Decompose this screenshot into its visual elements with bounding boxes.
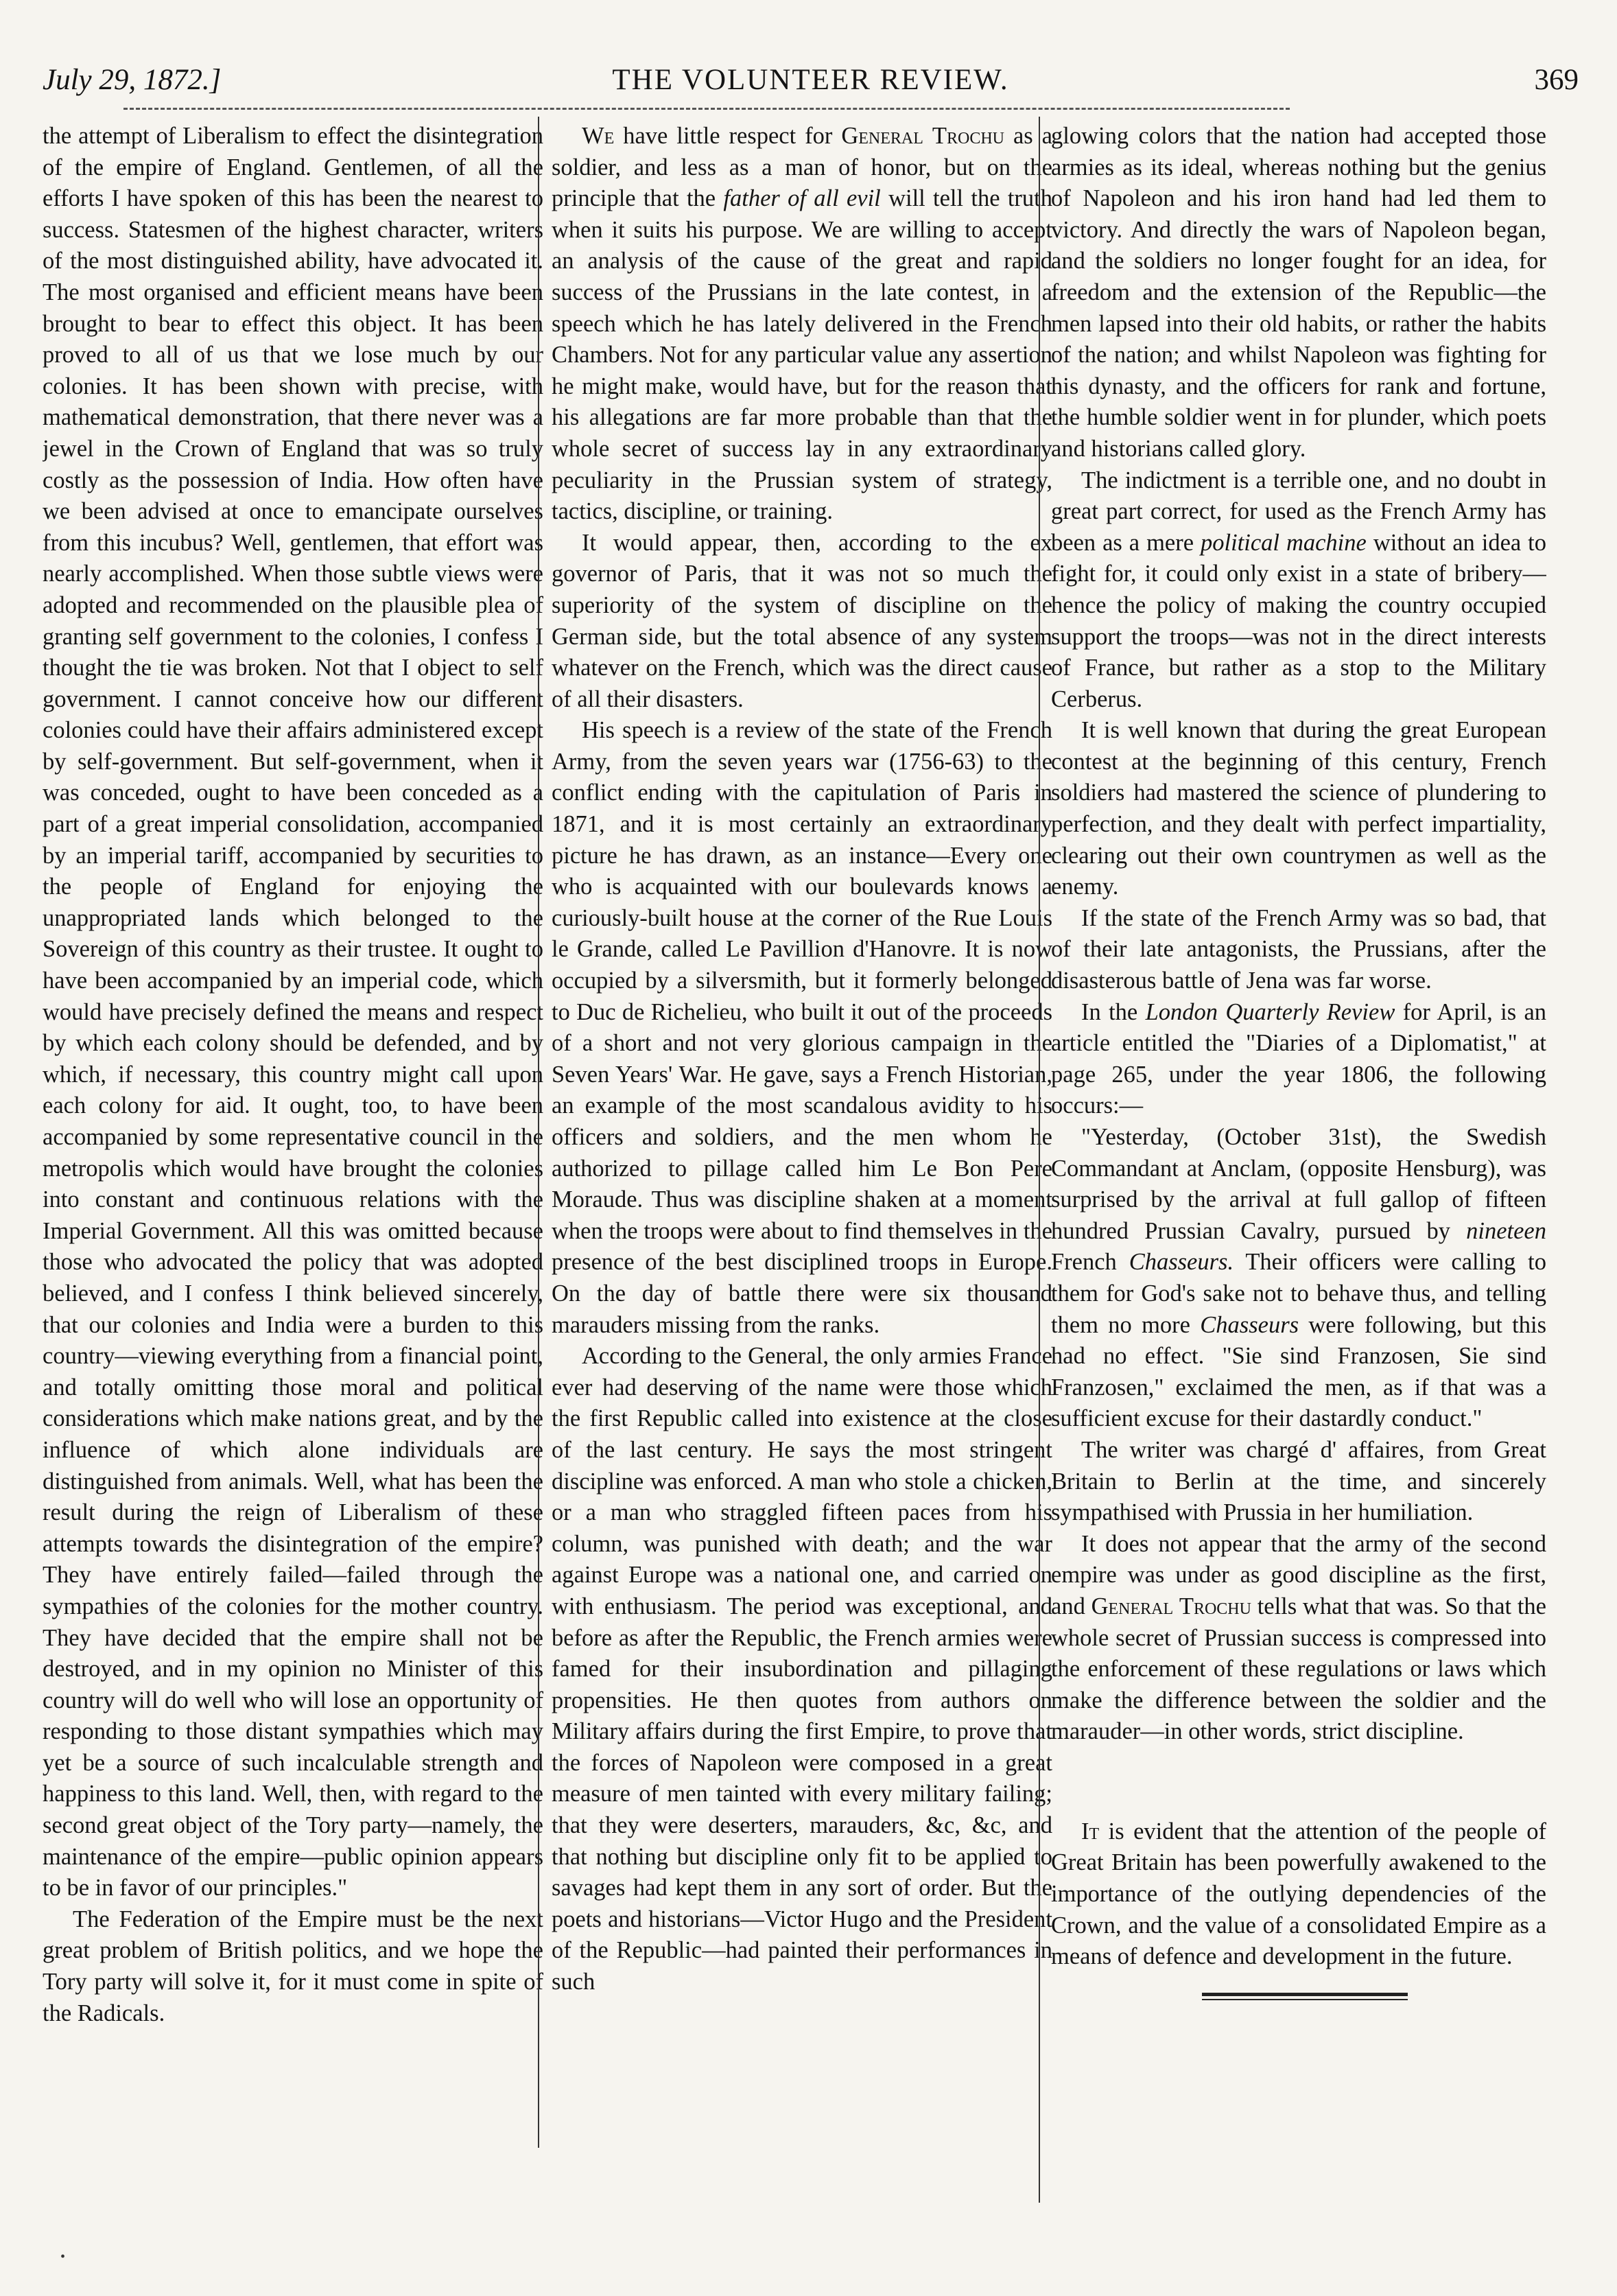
col2-paragraph-4: According to the General, the only armies France ever had deserving of the name were those which the first Republic called into existence at the close of the last century. He says the most stringent discipline was enforced. A man who stole a chicken, or a man who straggled fifteen paces from his column, was punished with death; and the war against Europe was a national one, and carried on with enthusiasm. The period was exceptional, and before as after the Republic, the French armies were famed for their insubordination and pillaging propensities. He then quotes from authors on Military affairs during the first Empire, to prove that the forces of Napoleon were composed in a great measure of men tainted with every military failing; that they were deserters, marauders, &c, &c, and that nothing but discipline only fit to be applied to savages had kept them in any sort of order. But the poets and historians—Victor Hugo and the President of the Republic—had painted their performances in such xyxy=(552,1343,1052,1995)
page-header xyxy=(43,63,1579,104)
col3-paragraph-9: It is evident that the attention of the people of Great Britain has been powerfully awakened to the importance of the outlying dependencies of the Crown, and the value of a consolidated Empire as a means of defence and development in the future. xyxy=(1051,1818,1546,1970)
col3-paragraph-8: It does not appear that the army of the second empire was under as good discipline as the first, and General Trochu tells what that was. So that the whole secret of Prussian success is compressed into the enforcement of these regulations or laws which make the difference between the soldier and the marauder—in other words, strict discipline. xyxy=(1051,1530,1546,1745)
col3-paragraph-3: It is well known that during the great European contest at the beginning of this century, French soldiers had mastered the science of plundering to perfection, and they dealt with perfect impartiality, clearing out their own countrymen as well as the enemy. xyxy=(1051,717,1546,900)
trochu-name: Trochu xyxy=(932,123,1004,149)
header-rule xyxy=(123,108,1290,110)
page-dot-icon: • xyxy=(60,2249,66,2264)
col2-paragraph-3: His speech is a review of the state of the French Army, from the seven years war (1756-63) to the conflict ending with the capitulation of Paris in 1871, and it is most certainly an extraordinary picture he has drawn, as an instance—Every one who is acquainted with our boulevards knows a curiously-built house at the corner of the Rue Louis le Grande, called Le Pavillion d'Hanovre. It is now occupied by a silversmith, but it formerly belonged to Duc de Richelieu, who built it out of the proceeds of a short and not very glorious campaign in the Seven Years' War. He gave, says a French Historian, an example of the most scandalous avidity to his officers and soldiers, and the men whom he authorized to pillage called him Le Bon Pere Moraude. Thus was discipline shaken at a moment when the troops were about to find themselves in the presence of the best disciplined troops in Europe. On the day of battle there were six thousand marauders missing from the ranks. xyxy=(552,717,1052,1338)
col3-paragraph-1: glowing colors that the nation had accepted those armies as its ideal, whereas nothing but the genius of Napoleon and his iron hand had led them to victory. And directly the wars of Napoleon began, and the soldiers no longer fought for an idea, for freedom and the extension of the Republic—the men lapsed into their old habits, or rather the habits of the nation; and whilst Napoleon was fighting for his dynasty, and the officers for rank and fortune, the humble soldier went in for plunder, which poets and historians called glory. xyxy=(1051,123,1546,462)
publication-title: THE VOLUNTEER REVIEW. xyxy=(612,64,1009,96)
col1-paragraph-1: the attempt of Liberalism to effect the disintegration of the empire of England. Gentlemen, of all the efforts I have spoken of this has been the nearest to success. Statesmen of the highest character, writers of the most distinguished ability, have advocated it. The most organised and efficient means have been brought to bear to effect this object. It has been proved to all of us that we lose much by our colonies. It has been shown with precise, with mathematical demonstration, that there never was a jewel in the Crown of England that was so truly costly as the possession of India. How often have we been advised at once to emancipate ourselves from this incubus? Well, gentlemen, that effort was nearly accomplished. When those subtle views were adopted and recommended on the plausible plea of granting self government to the colonies, I confess I thought the tie was broken. Not that I object to self government. I cannot conceive how our different colonies could have their affairs administered except by self-government. But self-government, when it was conceded, ought to have been conceded as a part of a great imperial consolidation, accompanied by an imperial tariff, accompanied by securities to the people of England for enjoying the unappropriated lands which belonged to the Sovereign of this country as their trustee. It ought to have been accompanied by an imperial code, which would have precisely defined the means and respect by which each colony should be defended, and by which, if necessary, this country might call upon each colony for aid. It ought, too, to have been accompanied by some representative council in the metropolis which would have brought the colonies into constant and continuous relations with the Imperial Government. All this was omitted because those who advocated the policy that was adopted believed, and I confess I think believed sincerely, that our colonies and India were a burden to this country—viewing everything from a financial point, and totally omitting those moral and political considerations which make nations great, and by the influence of which alone individuals are distinguished from animals. Well, what has been the result during the reign of Liberalism of these attempts towards the disintegration of the empire? They have entirely failed—failed through the sympathies of the colonies for the mother country. They have decided that the empire shall not be destroyed, and in my opinion no Minister of this country will do well who will lose an opportunity of responding to those distant sympathies which may yet be a source of such incalculable strength and happiness to this land. Well, then, with regard to the second great object of the Tory party—namely, the maintenance of the empire—public opinion appears to be in favor of our principles." xyxy=(43,123,543,1901)
column-3 xyxy=(1051,121,1546,2234)
col2-paragraph-2: It would appear, then, according to the ex governor of Paris, that it was not so much the superiority of the system of discipline on the German side, but the total absence of any system whatever on the French, which was the direct cause of all their disasters. xyxy=(552,529,1052,712)
column-2 xyxy=(552,121,1052,2234)
column-divider-2 xyxy=(1039,117,1040,2203)
section-gap xyxy=(1051,1748,1546,1816)
col3-paragraph-7: The writer was chargé d' affaires, from Great Britain to Berlin at the time, and sincerely sympathised with Prussia in her humiliation. xyxy=(1051,1436,1546,1526)
section-separator xyxy=(1202,1993,1408,2001)
dropcap-we: We xyxy=(582,123,615,149)
col3-paragraph-4: If the state of the French Army was so bad, that of their late antagonists, the Prussians, after the disasterous battle of Jena was far worse. xyxy=(1051,904,1546,994)
col2-paragraph-1: We have little respect for General Trochu as a soldier, and less as a man of honor, but on the principle that the father of all evil will tell the truth when it suits his purpose. We are willing to accept an analysis of the cause of the great and rapid success of the Prussians in the late contest, in a speech which he has lately delivered in the French Chambers. Not for any particular value any assertion he might make, would have, but for the reason that his allegations are far more probable than that the whole secret of success lay in any extraordinary peculiarity in the Prussian system of strategy, tactics, discipline, or training. xyxy=(552,123,1052,525)
column-1 xyxy=(43,121,543,2234)
col3-quote: "Yesterday, (October 31st), the Swedish Commandant at Anclam, (opposite Hensburg), was surprised by the arrival at full gallop of fifteen hundred Prussian Cavalry, pursued by nineteen French Chasseurs. Their officers were calling to them for God's sake not to behave thus, and telling them no more Chasseurs were following, but this had no effect. "Sie sind Franzosen, Sie sind Franzosen," exclaimed the men, as if that was a sufficient excuse for their dastardly conduct." xyxy=(1051,1124,1546,1432)
review-title: London Quarterly Review xyxy=(1145,998,1395,1025)
page-number: 369 xyxy=(1534,64,1579,96)
col1-paragraph-2: The Federation of the Empire must be the next great problem of British politics, and we hope the Tory party will solve it, for it must come in spite of the Radicals. xyxy=(43,1906,543,2026)
column-divider-1 xyxy=(538,117,539,2148)
general-name: General xyxy=(841,123,923,149)
dropcap-it: It xyxy=(1081,1818,1100,1844)
father-of-all-evil: father of all evil xyxy=(723,185,881,212)
col3-paragraph-2: The indictment is a terrible one, and no doubt in great part correct, for used as the French Army has been as a mere political machine without an idea to fight for, it could only exist in a state of bribery—hence the policy of making the country occupied support the troops—was not in the direct interests of France, but rather as a stop to the Military Cerberus. xyxy=(1051,467,1546,712)
col3-paragraph-5: In the London Quarterly Review for April, is an article entitled the "Diaries of a Diplomatist," at page 265, under the year 1806, the following occurs:— xyxy=(1051,998,1546,1119)
issue-date: July 29, 1872.] xyxy=(43,64,222,96)
